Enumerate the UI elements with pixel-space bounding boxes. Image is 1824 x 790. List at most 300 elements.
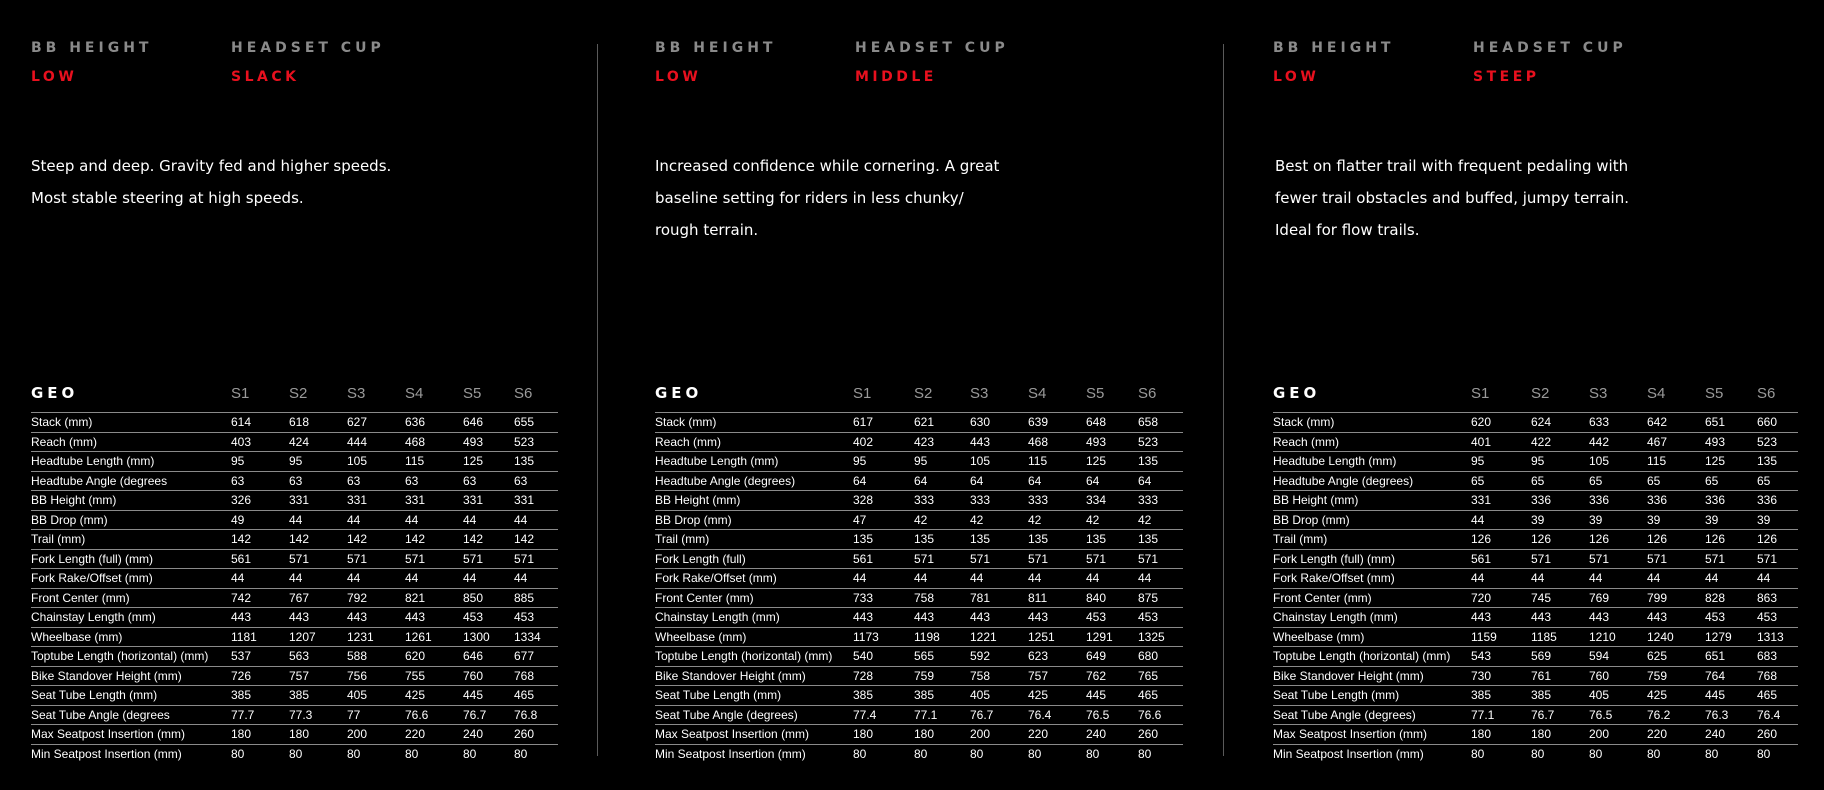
- table-row: [655, 647, 1183, 667]
- row-label: Seat Tube Angle (degrees): [655, 705, 853, 725]
- table-cell: 443: [1471, 608, 1531, 628]
- table-cell: 799: [1647, 588, 1705, 608]
- table-cell: 465: [1757, 686, 1798, 706]
- table-cell: 402: [853, 432, 914, 452]
- geometry-table-body: [655, 413, 1183, 764]
- size-header: S3: [1589, 374, 1647, 413]
- table-header-row: [1273, 374, 1798, 413]
- row-label: Reach (mm): [1273, 432, 1471, 452]
- size-header: S3: [347, 374, 405, 413]
- table-cell: 80: [405, 746, 419, 761]
- table-cell: 733: [853, 588, 914, 608]
- table-cell: 135: [1138, 530, 1183, 550]
- row-label: Min Seatpost Insertion (mm): [31, 746, 182, 761]
- row-label: Fork Length (full): [655, 549, 853, 569]
- table-cell: 648: [1086, 413, 1138, 433]
- table-cell: 65: [1705, 471, 1757, 491]
- table-cell: 571: [514, 549, 558, 569]
- table-cell: 683: [1757, 647, 1798, 667]
- table-cell: 571: [289, 549, 347, 569]
- table-cell: 649: [1086, 647, 1138, 667]
- row-label: Fork Rake/Offset (mm): [31, 569, 231, 589]
- table-cell: 1291: [1086, 627, 1138, 647]
- table-cell: 443: [1647, 608, 1705, 628]
- table-cell: 115: [1028, 452, 1086, 472]
- bb-height-value: LOW: [655, 69, 702, 85]
- table-row: [31, 705, 558, 725]
- table-cell: 571: [347, 549, 405, 569]
- table-cell: 42: [1028, 510, 1086, 530]
- table-cell: 537: [231, 647, 289, 667]
- table-row: [31, 627, 558, 647]
- table-row: [1273, 432, 1798, 452]
- table-cell: 757: [289, 666, 347, 686]
- table-row: [655, 725, 1183, 745]
- table-cell: 180: [231, 725, 289, 745]
- table-cell: 592: [970, 647, 1028, 667]
- table-cell: 331: [463, 491, 514, 511]
- table-cell: 65: [1531, 471, 1589, 491]
- table-cell: 768: [514, 666, 558, 686]
- table-cell: 63: [231, 471, 289, 491]
- table-row: [655, 432, 1183, 452]
- table-cell: 220: [405, 725, 463, 745]
- row-label: BB Drop (mm): [31, 510, 231, 530]
- table-cell: 39: [1757, 510, 1798, 530]
- table-cell: 260: [1138, 725, 1183, 745]
- table-row: [1273, 608, 1798, 628]
- table-row: [655, 452, 1183, 472]
- table-cell: 1261: [405, 627, 463, 647]
- table-row: [31, 510, 558, 530]
- row-label: Front Center (mm): [1273, 588, 1471, 608]
- table-cell: 493: [1705, 432, 1757, 452]
- table-cell: 385: [853, 686, 914, 706]
- geo-heading: GEO: [31, 374, 231, 413]
- table-cell: 77.4: [853, 705, 914, 725]
- row-label: Wheelbase (mm): [655, 627, 853, 647]
- row-label: Fork Length (full) (mm): [1273, 549, 1471, 569]
- table-cell: 39: [1531, 510, 1589, 530]
- table-cell: 571: [405, 549, 463, 569]
- table-cell: 677: [514, 647, 558, 667]
- table-row: [1273, 725, 1798, 745]
- table-cell: 571: [1589, 549, 1647, 569]
- row-label: Chainstay Length (mm): [1273, 608, 1471, 628]
- table-row: [1273, 627, 1798, 647]
- table-row: [31, 491, 558, 511]
- table-row: [655, 510, 1183, 530]
- table-cell: 523: [1138, 432, 1183, 452]
- table-cell: 63: [289, 471, 347, 491]
- setting-description: [1275, 150, 1675, 246]
- table-cell: 565: [914, 647, 970, 667]
- table-cell: 443: [853, 608, 914, 628]
- size-header: S4: [1647, 374, 1705, 413]
- table-cell: 425: [1647, 686, 1705, 706]
- headset-cup-value: MIDDLE: [855, 69, 937, 85]
- geometry-panel-steep: [1273, 0, 1803, 790]
- table-cell: 44: [405, 510, 463, 530]
- table-cell: 44: [1705, 569, 1757, 589]
- table-cell: 64: [914, 471, 970, 491]
- table-row: [655, 471, 1183, 491]
- table-cell: 765: [1138, 666, 1183, 686]
- table-cell: 571: [1086, 549, 1138, 569]
- bb-height-setting: [655, 40, 776, 85]
- row-label: Headtube Length (mm): [1273, 452, 1471, 472]
- row-label: Front Center (mm): [31, 588, 231, 608]
- table-cell: 95: [231, 452, 289, 472]
- row-label: Wheelbase (mm): [31, 627, 231, 647]
- table-cell: 336: [1757, 491, 1798, 511]
- table-row: [655, 588, 1183, 608]
- table-cell: 660: [1757, 413, 1798, 433]
- table-row: [1273, 569, 1798, 589]
- table-cell: 385: [1531, 686, 1589, 706]
- table-cell: 76.2: [1647, 705, 1705, 725]
- table-cell: 326: [231, 491, 289, 511]
- table-cell: 453: [1086, 608, 1138, 628]
- size-header: S4: [405, 374, 463, 413]
- table-cell: 769: [1589, 588, 1647, 608]
- table-cell: 42: [970, 510, 1028, 530]
- table-cell: 850: [463, 588, 514, 608]
- table-cell: 80: [914, 746, 928, 761]
- table-cell: 331: [347, 491, 405, 511]
- table-cell: 621: [914, 413, 970, 433]
- row-label: Headtube Angle (degrees): [655, 471, 853, 491]
- table-cell: 142: [463, 530, 514, 550]
- table-row: [1273, 530, 1798, 550]
- table-cell: 401: [1471, 432, 1531, 452]
- table-cell: 77.1: [914, 705, 970, 725]
- table-cell: 1181: [231, 627, 289, 647]
- table-row: [655, 705, 1183, 725]
- table-cell: 760: [1589, 666, 1647, 686]
- table-cell: 720: [1471, 588, 1531, 608]
- table-cell: 571: [970, 549, 1028, 569]
- table-cell: 125: [1086, 452, 1138, 472]
- table-cell: 405: [970, 686, 1028, 706]
- table-cell: 44: [405, 569, 463, 589]
- row-label: Reach (mm): [31, 432, 231, 452]
- table-cell: 730: [1471, 666, 1531, 686]
- table-row: [1273, 471, 1798, 491]
- table-cell: 44: [289, 569, 347, 589]
- table-cell: 80: [347, 746, 361, 761]
- table-cell: 44: [347, 510, 405, 530]
- table-cell: 646: [463, 413, 514, 433]
- table-cell: 64: [1086, 471, 1138, 491]
- table-cell: 44: [514, 510, 558, 530]
- table-cell: 443: [231, 608, 289, 628]
- table-cell: 658: [1138, 413, 1183, 433]
- table-cell: 333: [970, 491, 1028, 511]
- table-cell: 781: [970, 588, 1028, 608]
- row-label: Seat Tube Angle (degrees: [31, 705, 231, 725]
- table-cell: 453: [1757, 608, 1798, 628]
- row-label: Stack (mm): [31, 413, 231, 433]
- table-cell: 762: [1086, 666, 1138, 686]
- table-cell: 617: [853, 413, 914, 433]
- table-cell: 126: [1531, 530, 1589, 550]
- table-cell: 80: [1589, 746, 1603, 761]
- table-row: [655, 491, 1183, 511]
- headset-cup-label: HEADSET CUP: [1473, 40, 1627, 56]
- table-cell: 403: [231, 432, 289, 452]
- table-row: [31, 413, 558, 433]
- table-cell: 885: [514, 588, 558, 608]
- table-cell: 442: [1589, 432, 1647, 452]
- table-cell: 385: [1471, 686, 1531, 706]
- table-row: [31, 647, 558, 667]
- table-header-row: [31, 374, 558, 413]
- row-label: Toptube Length (horizontal) (mm): [655, 647, 853, 667]
- table-cell: 126: [1647, 530, 1705, 550]
- table-cell: 422: [1531, 432, 1589, 452]
- table-cell: 453: [1138, 608, 1183, 628]
- table-cell: 443: [970, 432, 1028, 452]
- setting-description: [655, 150, 1055, 246]
- table-row: [31, 725, 558, 745]
- geo-heading: GEO: [1273, 374, 1471, 413]
- table-cell: 63: [514, 471, 558, 491]
- table-row: [1273, 413, 1798, 433]
- table-row: [31, 686, 558, 706]
- table-cell: 260: [1757, 725, 1798, 745]
- table-cell: 76.4: [1028, 705, 1086, 725]
- table-cell: 142: [514, 530, 558, 550]
- table-cell: 180: [914, 725, 970, 745]
- table-cell: 44: [1471, 510, 1531, 530]
- bb-height-label: BB HEIGHT: [1273, 40, 1395, 56]
- table-row: [31, 588, 558, 608]
- headset-cup-setting: [1473, 40, 1627, 85]
- table-cell: 863: [1757, 588, 1798, 608]
- size-header: S3: [970, 374, 1028, 413]
- geometry-table: [655, 374, 1183, 763]
- table-cell: 336: [1589, 491, 1647, 511]
- table-cell: 105: [970, 452, 1028, 472]
- table-cell: 115: [405, 452, 463, 472]
- table-cell: 623: [1028, 647, 1086, 667]
- table-cell: 240: [463, 725, 514, 745]
- table-cell: 76.4: [1757, 705, 1798, 725]
- table-cell: 333: [1028, 491, 1086, 511]
- table-cell: 328: [853, 491, 914, 511]
- table-row: [1273, 686, 1798, 706]
- table-cell: 76.7: [970, 705, 1028, 725]
- table-cell: 44: [1138, 569, 1183, 589]
- table-cell: 200: [347, 725, 405, 745]
- row-label: BB Height (mm): [31, 491, 231, 511]
- table-cell: 633: [1589, 413, 1647, 433]
- table-header-row: [655, 374, 1183, 413]
- table-cell: 1313: [1757, 627, 1798, 647]
- row-label: Wheelbase (mm): [1273, 627, 1471, 647]
- table-cell: 126: [1589, 530, 1647, 550]
- size-header: S6: [514, 374, 558, 413]
- table-cell: 443: [1531, 608, 1589, 628]
- row-label: Toptube Length (horizontal) (mm): [31, 647, 231, 667]
- table-cell: 493: [1086, 432, 1138, 452]
- table-cell: 200: [970, 725, 1028, 745]
- table-cell: 44: [1589, 569, 1647, 589]
- table-cell: 44: [1471, 569, 1531, 589]
- table-cell: 651: [1705, 413, 1757, 433]
- table-cell: 840: [1086, 588, 1138, 608]
- table-cell: 811: [1028, 588, 1086, 608]
- table-cell: 445: [1086, 686, 1138, 706]
- table-cell: 80: [289, 746, 303, 761]
- table-cell: 95: [853, 452, 914, 472]
- table-cell: 563: [289, 647, 347, 667]
- table-row: [31, 530, 558, 550]
- table-cell: 443: [970, 608, 1028, 628]
- table-cell: 1221: [970, 627, 1028, 647]
- table-cell: 828: [1705, 588, 1757, 608]
- table-cell: 1173: [853, 627, 914, 647]
- table-cell: 760: [463, 666, 514, 686]
- table-cell: 758: [970, 666, 1028, 686]
- row-label: Min Seatpost Insertion (mm): [1273, 746, 1424, 761]
- row-label: Bike Standover Height (mm): [655, 666, 853, 686]
- table-cell: 728: [853, 666, 914, 686]
- setting-description: [31, 150, 431, 214]
- row-label: Seat Tube Angle (degrees): [1273, 705, 1471, 725]
- table-cell: 260: [514, 725, 558, 745]
- table-cell: 333: [1138, 491, 1183, 511]
- table-cell: 39: [1589, 510, 1647, 530]
- bb-height-value: LOW: [1273, 69, 1320, 85]
- table-cell: 618: [289, 413, 347, 433]
- size-header: S5: [1705, 374, 1757, 413]
- table-cell: 543: [1471, 647, 1531, 667]
- geometry-panel-slack: [31, 0, 561, 790]
- table-cell: 620: [1471, 413, 1531, 433]
- row-label: Reach (mm): [655, 432, 853, 452]
- row-label: Headtube Angle (degrees): [1273, 471, 1471, 491]
- table-row: [31, 549, 558, 569]
- table-cell: 44: [463, 569, 514, 589]
- geometry-table-body: [1273, 413, 1798, 764]
- table-cell: 44: [231, 569, 289, 589]
- table-cell: 39: [1647, 510, 1705, 530]
- bb-height-label: BB HEIGHT: [31, 40, 153, 56]
- table-cell: 135: [1138, 452, 1183, 472]
- table-cell: 523: [514, 432, 558, 452]
- table-cell: 726: [231, 666, 289, 686]
- table-cell: 761: [1531, 666, 1589, 686]
- table-row: [655, 413, 1183, 433]
- table-cell: 76.6: [1138, 705, 1183, 725]
- table-cell: 493: [463, 432, 514, 452]
- row-label: Seat Tube Length (mm): [31, 686, 231, 706]
- row-label: Toptube Length (horizontal) (mm): [1273, 647, 1471, 667]
- table-cell: 331: [289, 491, 347, 511]
- table-cell: 445: [463, 686, 514, 706]
- table-cell: 76.3: [1705, 705, 1757, 725]
- table-cell: 142: [289, 530, 347, 550]
- table-cell: 77.3: [289, 705, 347, 725]
- table-cell: 95: [289, 452, 347, 472]
- table-cell: 425: [1028, 686, 1086, 706]
- table-cell: 76.7: [1531, 705, 1589, 725]
- table-cell: 759: [914, 666, 970, 686]
- table-row: [655, 666, 1183, 686]
- table-cell: 444: [347, 432, 405, 452]
- table-cell: 1300: [463, 627, 514, 647]
- table-cell: 80: [853, 746, 867, 761]
- table-row: [655, 744, 1183, 763]
- table-cell: 44: [853, 569, 914, 589]
- geometry-table: [31, 374, 558, 763]
- table-cell: 180: [1471, 725, 1531, 745]
- row-label: BB Drop (mm): [655, 510, 853, 530]
- table-cell: 77.1: [1471, 705, 1531, 725]
- table-cell: 240: [1086, 725, 1138, 745]
- bb-height-label: BB HEIGHT: [655, 40, 777, 56]
- headset-cup-label: HEADSET CUP: [855, 40, 1009, 56]
- table-cell: 385: [289, 686, 347, 706]
- table-cell: 571: [1647, 549, 1705, 569]
- table-cell: 561: [231, 549, 289, 569]
- table-cell: 126: [1471, 530, 1531, 550]
- table-cell: 44: [1086, 569, 1138, 589]
- table-cell: 759: [1647, 666, 1705, 686]
- size-header: S1: [1471, 374, 1531, 413]
- table-row: [1273, 549, 1798, 569]
- row-label: Seat Tube Length (mm): [655, 686, 853, 706]
- table-cell: 1231: [347, 627, 405, 647]
- bb-height-value: LOW: [31, 69, 78, 85]
- table-cell: 49: [231, 510, 289, 530]
- table-cell: 44: [347, 569, 405, 589]
- table-cell: 76.5: [1086, 705, 1138, 725]
- table-cell: 646: [463, 647, 514, 667]
- table-cell: 77.7: [231, 705, 289, 725]
- row-label: BB Height (mm): [1273, 491, 1471, 511]
- table-cell: 80: [463, 746, 477, 761]
- table-cell: 331: [1471, 491, 1531, 511]
- table-cell: 443: [1028, 608, 1086, 628]
- table-cell: 80: [1705, 746, 1719, 761]
- table-cell: 571: [1028, 549, 1086, 569]
- table-cell: 180: [289, 725, 347, 745]
- table-row: [1273, 705, 1798, 725]
- table-cell: 443: [347, 608, 405, 628]
- table-cell: 336: [1705, 491, 1757, 511]
- table-cell: 569: [1531, 647, 1589, 667]
- table-cell: 468: [1028, 432, 1086, 452]
- table-cell: 680: [1138, 647, 1183, 667]
- row-label: Bike Standover Height (mm): [1273, 666, 1471, 686]
- table-cell: 115: [1647, 452, 1705, 472]
- row-label: Max Seatpost Insertion (mm): [31, 725, 231, 745]
- table-cell: 64: [1138, 471, 1183, 491]
- table-cell: 443: [914, 608, 970, 628]
- row-label: Front Center (mm): [655, 588, 853, 608]
- row-label: Stack (mm): [655, 413, 853, 433]
- row-label: Headtube Length (mm): [31, 452, 231, 472]
- size-header: S6: [1138, 374, 1183, 413]
- table-cell: 80: [1028, 746, 1042, 761]
- table-cell: 1207: [289, 627, 347, 647]
- panel-divider: [1223, 44, 1224, 756]
- row-label: Max Seatpost Insertion (mm): [1273, 725, 1471, 745]
- table-cell: 453: [463, 608, 514, 628]
